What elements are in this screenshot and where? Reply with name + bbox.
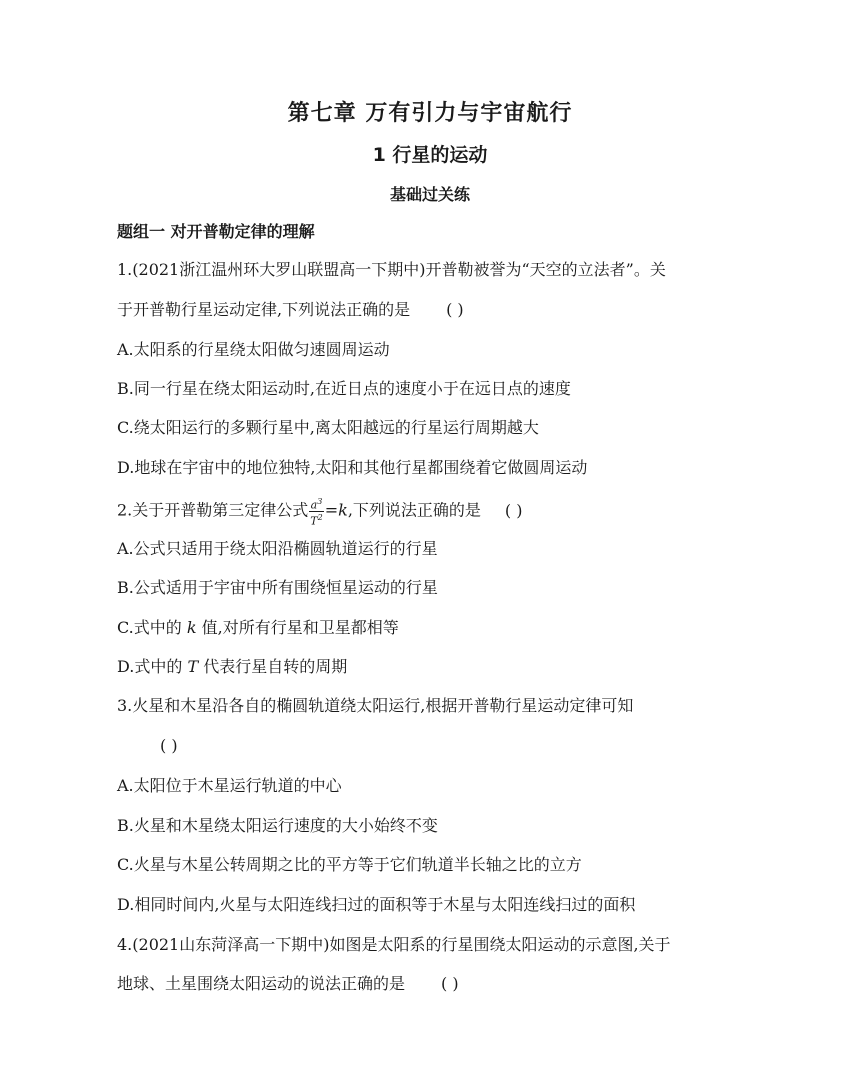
q3-answer-blank: ( ) — [160, 736, 178, 755]
q2-frac-den-base: T — [310, 514, 318, 528]
q2-option-c-k: k — [186, 618, 197, 637]
q2-option-c-after: 值,对所有行星和卫星都相等 — [196, 618, 399, 637]
q2-option-a: A.公式只适用于绕太阳沿椭圆轨道运行的行星 — [117, 539, 438, 558]
practice-subtitle: 基础过关练 — [389, 185, 470, 204]
q1-stem-line2 — [117, 298, 464, 322]
q3-option-d: D.相同时间内,火星与太阳连线扫过的面积等于木星与太阳连线扫过的面积 — [117, 895, 636, 914]
q2-answer-blank: ( ) — [504, 500, 523, 520]
q1-stem-text: 于开普勒行星运动定律,下列说法正确的是 — [117, 300, 411, 319]
q2-equals: = — [324, 500, 339, 520]
q2-option-d — [117, 655, 347, 679]
q2-frac-num-exp: 3 — [317, 497, 323, 506]
q3-option-a: A.太阳位于木星运行轨道的中心 — [117, 776, 342, 795]
q1-stem-line1: 1.(2021浙江温州环大罗山联盟高一下期中)开普勒被誉为“天空的立法者”。关 — [117, 260, 666, 279]
group-heading: 题组一 对开普勒定律的理解 — [117, 222, 315, 241]
q2-frac-num-base: a — [310, 498, 318, 512]
q4-stem-line1: 4.(2021山东菏泽高一下期中)如图是太阳系的行星围绕太阳运动的示意图,关于 — [117, 935, 671, 954]
section-title: 1 行星的运动 — [372, 144, 488, 166]
q2-frac-den-exp: 2 — [317, 512, 323, 522]
q2-option-c-before: C.式中的 — [117, 618, 187, 637]
q4-stem-text: 地球、土星围绕太阳运动的说法正确的是 — [117, 974, 406, 993]
q4-answer-blank: ( ) — [441, 974, 459, 993]
q2-stem-after: ,下列说法正确的是 — [347, 500, 481, 520]
q2-option-b: B.公式适用于宇宙中所有围绕恒星运动的行星 — [117, 578, 438, 597]
q2-stem-before: 2.关于开普勒第三定律公式 — [117, 500, 309, 520]
q2-option-d-t: T — [187, 657, 199, 676]
q1-option-b: B.同一行星在绕太阳运动时,在近日点的速度小于在远日点的速度 — [117, 379, 571, 398]
q1-answer-blank: ( ) — [446, 300, 464, 319]
chapter-title: 第七章 万有引力与宇宙航行 — [287, 101, 573, 126]
q1-option-c: C.绕太阳运行的多颗行星中,离太阳越远的行星运行周期越大 — [117, 418, 539, 437]
q2-stem — [117, 496, 523, 526]
q3-stem-line1: 3.火星和木星沿各自的椭圆轨道绕太阳运行,根据开普勒行星运动定律可知 — [117, 696, 634, 715]
q2-k-symbol: k — [338, 500, 348, 520]
q2-option-d-after: 代表行星自转的周期 — [198, 657, 348, 676]
q2-option-d-before: D.式中的 — [117, 657, 188, 676]
q1-option-d: D.地球在宇宙中的地位独特,太阳和其他行星都围绕着它做圆周运动 — [117, 458, 588, 477]
q3-option-b: B.火星和木星绕太阳运行速度的大小始终不变 — [117, 816, 438, 835]
q3-option-c: C.火星与木星公转周期之比的平方等于它们轨道半长轴之比的立方 — [117, 855, 582, 874]
q1-option-a: A.太阳系的行星绕太阳做匀速圆周运动 — [117, 340, 390, 359]
q2-formula-fraction — [309, 496, 323, 526]
q4-stem-line2 — [117, 972, 459, 996]
q2-option-c — [117, 616, 399, 640]
